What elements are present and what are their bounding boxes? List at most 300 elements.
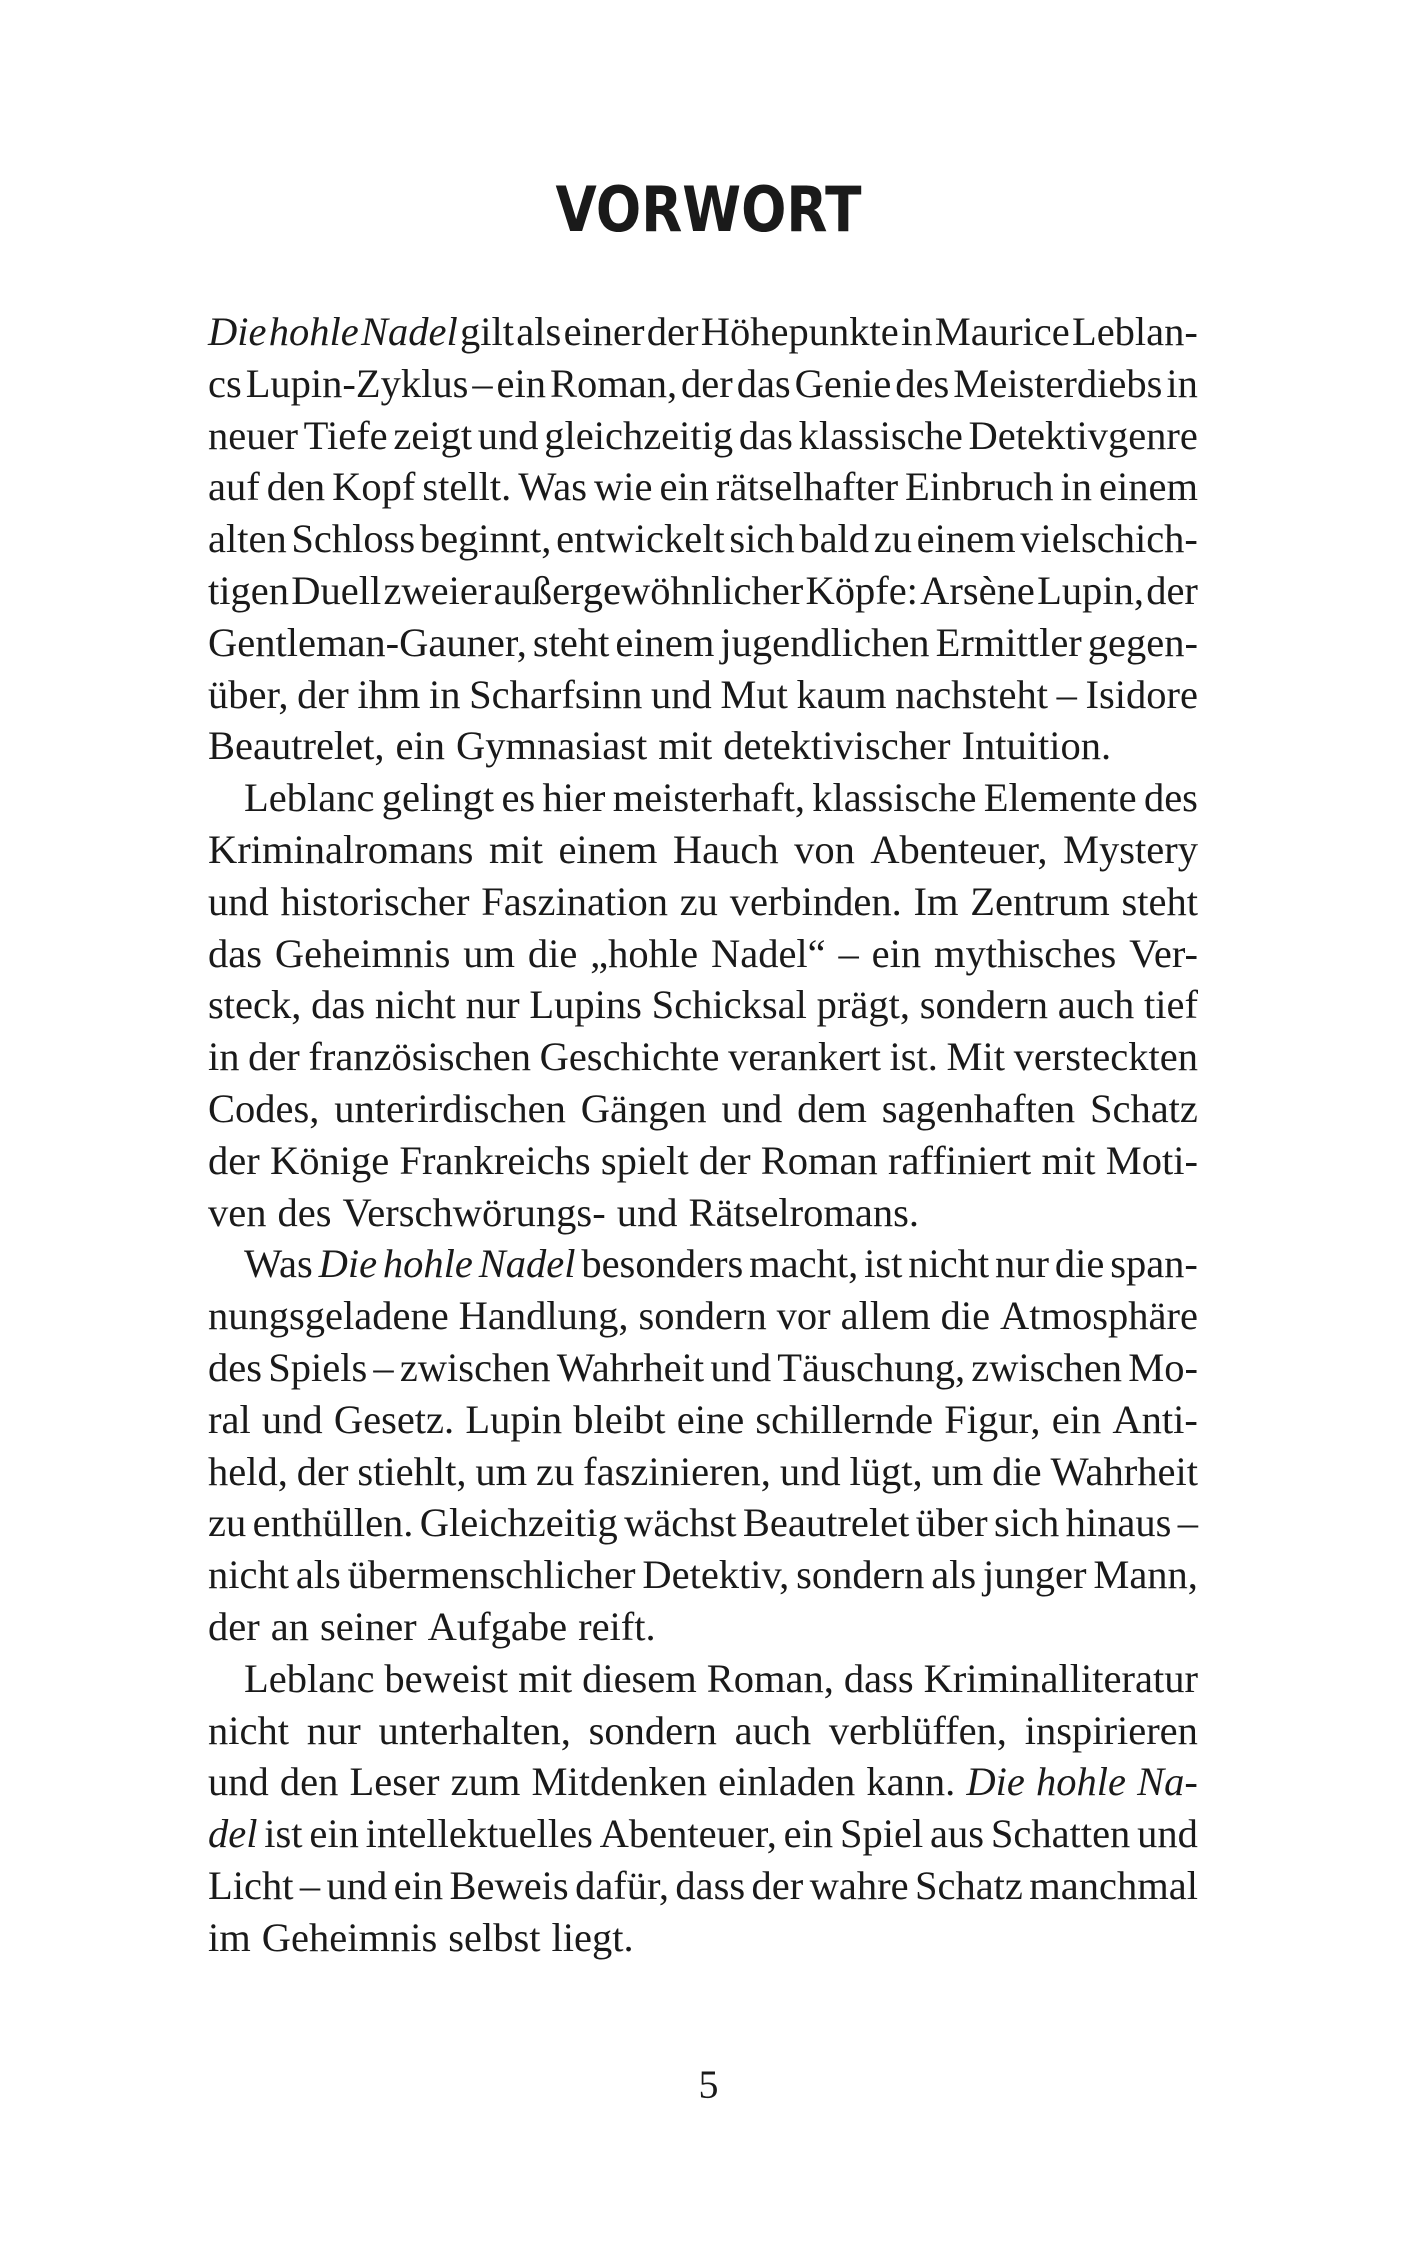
word: in: [900, 309, 933, 354]
word: übermenschlicher: [347, 1552, 636, 1598]
text-line: [208, 1549, 1198, 1601]
word: Arsène: [920, 567, 1035, 613]
word: versteckten: [1013, 1034, 1198, 1080]
word: der: [208, 1137, 260, 1183]
word: Die: [208, 309, 267, 354]
text-line: [208, 461, 1198, 513]
word: Hauch: [672, 826, 779, 872]
text-line: [208, 669, 1198, 721]
word: manchmal: [1029, 1862, 1198, 1908]
text-line: [208, 617, 1198, 669]
word: über,: [208, 671, 289, 717]
text-line: [208, 1601, 1198, 1653]
text-line: [208, 720, 1198, 772]
text-line: [208, 1394, 1198, 1446]
word: nicht: [208, 1707, 289, 1753]
word: und: [616, 1189, 678, 1235]
word: sich: [994, 1500, 1060, 1546]
word: Nadel“: [710, 930, 826, 976]
text-line: [208, 876, 1198, 928]
word: Nadel: [478, 1241, 576, 1287]
word: und: [650, 671, 712, 717]
word: hohle: [268, 309, 359, 354]
word: der: [297, 671, 349, 717]
word: ist: [264, 1811, 303, 1857]
word: der: [751, 1862, 804, 1908]
word: Täuschung,: [777, 1344, 966, 1390]
word: Mystery: [1062, 826, 1198, 872]
word: ein: [309, 1811, 359, 1857]
word: zwischen: [971, 1344, 1122, 1390]
word: Gentleman-Gauner,: [208, 619, 527, 665]
word: aus: [930, 1811, 985, 1857]
word: und: [1137, 1811, 1198, 1857]
word: in: [1166, 360, 1198, 406]
word: span-: [1110, 1241, 1198, 1287]
word: des: [1143, 775, 1198, 821]
word: auch: [734, 1707, 812, 1753]
word: historischer: [280, 878, 470, 924]
word: in: [1060, 464, 1093, 510]
word: das: [311, 982, 366, 1028]
text-line: [208, 565, 1198, 617]
word: Beautrelet,: [208, 723, 385, 769]
word: Schatz: [914, 1862, 1023, 1908]
word: um: [475, 1448, 528, 1494]
word: und: [208, 878, 269, 924]
word: Mitdenken: [531, 1759, 707, 1805]
word: jugendlichen: [720, 619, 930, 665]
word: –: [299, 1862, 321, 1908]
word: mythisches: [933, 930, 1117, 976]
word: die: [992, 1448, 1042, 1494]
word: Nadel: [361, 309, 458, 354]
word: mit: [488, 826, 543, 872]
word: Kriminalliteratur: [923, 1655, 1198, 1701]
word: nachsteht: [895, 671, 1049, 717]
text-line: [208, 410, 1198, 462]
word: hinaus: [1065, 1500, 1172, 1546]
word: Roman: [760, 1137, 878, 1183]
text-line: [208, 1653, 1198, 1705]
word: steck,: [208, 982, 302, 1028]
word: in: [429, 671, 461, 717]
word: –: [472, 360, 493, 406]
text-line: [208, 1238, 1198, 1290]
word: Tiefe: [303, 412, 388, 458]
word: und: [326, 1862, 388, 1908]
word: die: [940, 1293, 991, 1339]
word: der: [698, 1137, 751, 1183]
word: ein: [393, 1862, 444, 1908]
text-line: [208, 1290, 1198, 1342]
word: die: [527, 930, 578, 976]
word: Im: [913, 878, 959, 924]
word: nur: [306, 1707, 361, 1753]
word: ein: [871, 930, 922, 976]
word: zwischen: [399, 1344, 551, 1390]
word: Ver-: [1129, 930, 1198, 976]
word: selbst: [448, 1914, 541, 1960]
text-line: [208, 928, 1198, 980]
word: held,: [208, 1448, 288, 1494]
word: zeigt: [393, 412, 473, 458]
word: enthüllen.: [252, 1500, 414, 1546]
word: besonders: [581, 1241, 744, 1287]
word: wahre: [809, 1862, 909, 1908]
word: Gleichzeitig: [419, 1500, 618, 1546]
word: raffiniert: [888, 1137, 1032, 1183]
word: der: [681, 360, 733, 406]
word: Moti-: [1105, 1137, 1198, 1183]
word: der: [248, 1034, 300, 1080]
word: mit: [518, 1655, 573, 1701]
word: beginnt,: [419, 516, 552, 562]
word: Beweis: [449, 1862, 569, 1908]
word: Geheimnis: [274, 930, 451, 976]
word: dass: [843, 1655, 914, 1701]
word: stellt.: [422, 464, 512, 510]
word: das: [738, 412, 793, 458]
word: der: [296, 1448, 349, 1494]
word: tief: [1143, 982, 1198, 1028]
word: Roman,: [549, 360, 678, 406]
word: als: [516, 309, 562, 354]
word: vor: [776, 1293, 831, 1339]
word: Aufgabe: [427, 1603, 568, 1649]
word: hohle: [1036, 1759, 1127, 1805]
word: neuer: [208, 412, 298, 458]
text-line: [208, 1860, 1198, 1912]
word: zu: [873, 516, 912, 562]
word: nicht: [208, 1552, 289, 1598]
word: dass: [675, 1862, 746, 1908]
word: Geschichte: [539, 1034, 720, 1080]
word: Mann,: [1093, 1552, 1198, 1598]
word: Was: [244, 1241, 313, 1287]
word: ven: [208, 1189, 267, 1235]
word: ein: [659, 464, 709, 510]
word: und: [721, 1085, 783, 1131]
word: Frankreichs: [399, 1137, 591, 1183]
word: das: [736, 360, 791, 406]
word: Scharfsinn: [469, 671, 643, 717]
word: eine: [676, 1396, 745, 1442]
text-line: [208, 1187, 1198, 1239]
word: Verschwörungs-: [342, 1189, 606, 1235]
body-text: [208, 306, 1198, 1964]
word: auf: [208, 464, 260, 510]
word: zu: [536, 1448, 575, 1494]
word: klassische: [798, 412, 963, 458]
word: an: [270, 1603, 309, 1649]
word: und: [208, 1759, 269, 1805]
word: Lupin-Zyklus: [245, 360, 469, 406]
word: über: [915, 1500, 988, 1546]
word: die: [1054, 1241, 1105, 1287]
word: faszinieren,: [583, 1448, 771, 1494]
word: prägt,: [816, 982, 910, 1028]
word: Faszination: [481, 878, 668, 924]
word: Figur,: [944, 1396, 1041, 1442]
word: einem: [615, 619, 715, 665]
text-line: [208, 1031, 1198, 1083]
word: liegt.: [551, 1914, 634, 1960]
word: beweist: [384, 1655, 509, 1701]
word: Abenteuer,: [599, 1811, 777, 1857]
text-line: [208, 772, 1198, 824]
word: Na-: [1137, 1759, 1198, 1805]
word: Intuition.: [961, 723, 1112, 769]
word: Meisterdiebs: [953, 360, 1163, 406]
word: und: [710, 1344, 772, 1390]
word: sondern: [588, 1707, 717, 1753]
word: als: [295, 1552, 341, 1598]
word: gelingt: [381, 775, 495, 821]
word: im: [208, 1914, 251, 1960]
word: reift.: [578, 1603, 656, 1649]
word: sich: [729, 516, 795, 562]
word: verblüffen,: [828, 1707, 1007, 1753]
word: intellektuelles: [365, 1811, 593, 1857]
word: mit: [658, 723, 713, 769]
word: ral: [208, 1396, 251, 1442]
word: einem: [916, 516, 1016, 562]
word: Detektiv,: [642, 1552, 790, 1598]
word: ein: [395, 723, 446, 769]
word: sondern: [796, 1552, 925, 1598]
word: Zentrum: [970, 878, 1110, 924]
word: dem: [797, 1085, 867, 1131]
word: und: [779, 1448, 841, 1494]
word: Rätselromans.: [688, 1189, 920, 1235]
word: meisterhaft,: [612, 775, 805, 821]
word: wächst: [624, 1500, 737, 1546]
word: als: [931, 1552, 977, 1598]
word: cs: [208, 360, 242, 406]
word: auch: [1057, 982, 1135, 1028]
word: Die: [966, 1759, 1025, 1805]
word: wie: [593, 464, 653, 510]
word: einem: [558, 826, 658, 872]
word: Elemente: [983, 775, 1137, 821]
word: lügt,: [849, 1448, 923, 1494]
paragraph: [208, 306, 1198, 772]
word: verbinden.: [729, 878, 902, 924]
word: Könige: [269, 1137, 390, 1183]
word: Leblan-: [1071, 309, 1198, 354]
word: bleibt: [573, 1396, 666, 1442]
text-line: [208, 979, 1198, 1031]
word: del: [208, 1811, 258, 1857]
word: kaum: [796, 671, 887, 717]
word: gleichzeitig: [544, 412, 734, 458]
word: mit: [1041, 1137, 1096, 1183]
word: –: [1056, 671, 1077, 717]
word: Licht: [208, 1862, 294, 1908]
word: Köpfe:: [805, 567, 918, 613]
word: Isidore: [1085, 671, 1198, 717]
word: ist: [864, 1241, 903, 1287]
word: französischen: [308, 1034, 532, 1080]
paragraph: [208, 1238, 1198, 1652]
word: Lupin,: [1037, 567, 1144, 613]
word: zu: [208, 1500, 247, 1546]
word: Lupin: [465, 1396, 563, 1442]
word: detektivischer: [723, 723, 951, 769]
word: einladen: [718, 1759, 856, 1805]
word: Mut: [720, 671, 788, 717]
word: junger: [983, 1552, 1087, 1598]
word: und: [261, 1396, 323, 1442]
word: Atmosphäre: [1000, 1293, 1198, 1339]
word: vielschich-: [1020, 516, 1198, 562]
word: Höhepunkte: [700, 309, 899, 354]
word: Roman,: [706, 1655, 834, 1701]
word: gegen-: [1087, 619, 1198, 665]
text-line: [208, 1497, 1198, 1549]
word: Die: [318, 1241, 378, 1287]
paragraph: [208, 772, 1198, 1238]
word: –: [373, 1344, 394, 1390]
word: des: [208, 1344, 262, 1390]
word: Maurice: [934, 309, 1070, 354]
text-line: [208, 1083, 1198, 1135]
word: Mo-: [1128, 1344, 1198, 1390]
word: Detektivgenre: [968, 412, 1198, 458]
word: um: [931, 1448, 984, 1494]
page-number: 5: [698, 2062, 719, 2107]
word: Codes,: [208, 1085, 320, 1131]
word: ist.: [889, 1034, 938, 1080]
word: Kopf: [332, 464, 416, 510]
word: schillernde: [755, 1396, 934, 1442]
word: steht: [532, 619, 610, 665]
word: Wahrheit: [1050, 1448, 1198, 1494]
word: des: [895, 360, 950, 406]
word: sagenhaften: [881, 1085, 1076, 1131]
word: Geheimnis: [261, 1914, 438, 1960]
paragraph: [208, 1653, 1198, 1964]
word: Spiel: [839, 1811, 924, 1857]
word: außergewöhnlicher: [493, 567, 804, 613]
word: Schicksal: [651, 982, 807, 1028]
word: nur: [465, 982, 520, 1028]
word: Lupins: [529, 982, 642, 1028]
word: verankert: [728, 1034, 881, 1080]
word: des: [277, 1189, 332, 1235]
word: den: [279, 1759, 339, 1805]
word: rätselhafter: [715, 464, 899, 510]
word: spielt: [600, 1137, 689, 1183]
word: Kriminalromans: [208, 826, 474, 872]
word: das: [208, 930, 262, 976]
word: hohle: [382, 1241, 473, 1287]
word: allem: [840, 1293, 931, 1339]
word: seiner: [319, 1603, 417, 1649]
word: unterirdischen: [334, 1085, 566, 1131]
text-line: [208, 1705, 1198, 1757]
word: Schatz: [1089, 1085, 1198, 1131]
word: in: [208, 1034, 240, 1080]
word: nicht: [908, 1241, 990, 1287]
word: macht,: [749, 1241, 859, 1287]
word: Was: [518, 464, 587, 510]
word: der: [208, 1603, 260, 1649]
word: Spiels: [268, 1344, 368, 1390]
word: es: [501, 775, 536, 821]
word: nur: [995, 1241, 1050, 1287]
word: gilt: [460, 309, 515, 354]
word: zweier: [383, 567, 492, 613]
text-line: [208, 306, 1198, 358]
text-line: [208, 1135, 1198, 1187]
word: einer: [563, 309, 645, 354]
word: entwickelt: [556, 516, 725, 562]
word: Gesetz.: [333, 1396, 455, 1442]
text-line: [208, 1342, 1198, 1394]
word: Duell: [291, 567, 382, 613]
word: sondern: [919, 982, 1048, 1028]
word: Schloss: [291, 516, 416, 562]
word: Ermittler: [935, 619, 1082, 665]
word: ein: [1051, 1396, 1102, 1442]
word: dafür,: [575, 1862, 670, 1908]
word: zu: [679, 878, 718, 924]
word: bald: [799, 516, 870, 562]
word: ihm: [357, 671, 421, 717]
word: Mit: [946, 1034, 1005, 1080]
word: Genie: [794, 360, 892, 406]
word: Leser: [349, 1759, 440, 1805]
word: von: [794, 826, 855, 872]
word: inspirieren: [1024, 1707, 1198, 1753]
word: einem: [1099, 464, 1198, 510]
word: und: [477, 412, 539, 458]
word: tigen: [208, 567, 289, 613]
word: Leblanc: [244, 1655, 375, 1701]
text-line: [208, 1808, 1198, 1860]
text-line: [208, 1446, 1198, 1498]
word: Beautrelet: [742, 1500, 910, 1546]
word: hier: [542, 775, 606, 821]
word: steht: [1121, 878, 1198, 924]
word: ein: [783, 1811, 834, 1857]
word: nicht: [374, 982, 456, 1028]
word: Wahrheit: [556, 1344, 705, 1390]
word: Anti-: [1112, 1396, 1198, 1442]
word: um: [463, 930, 515, 976]
word: Leblanc: [244, 775, 375, 821]
text-line: [208, 1912, 1198, 1964]
word: der: [646, 309, 699, 354]
text-line: [208, 1756, 1198, 1808]
text-line: [208, 513, 1198, 565]
word: Abenteuer,: [870, 826, 1048, 872]
word: den: [266, 464, 326, 510]
word: Schatten: [990, 1811, 1131, 1857]
word: zum: [450, 1759, 521, 1805]
word: Handlung,: [458, 1293, 629, 1339]
word: klassische: [812, 775, 977, 821]
word: Einbruch: [905, 464, 1054, 510]
chapter-title: VORWORT: [555, 173, 862, 246]
word: kann.: [866, 1759, 956, 1805]
word: nungsgeladene: [208, 1293, 449, 1339]
word: „hohle: [590, 930, 699, 976]
word: der: [1146, 567, 1198, 613]
word: ein: [496, 360, 547, 406]
